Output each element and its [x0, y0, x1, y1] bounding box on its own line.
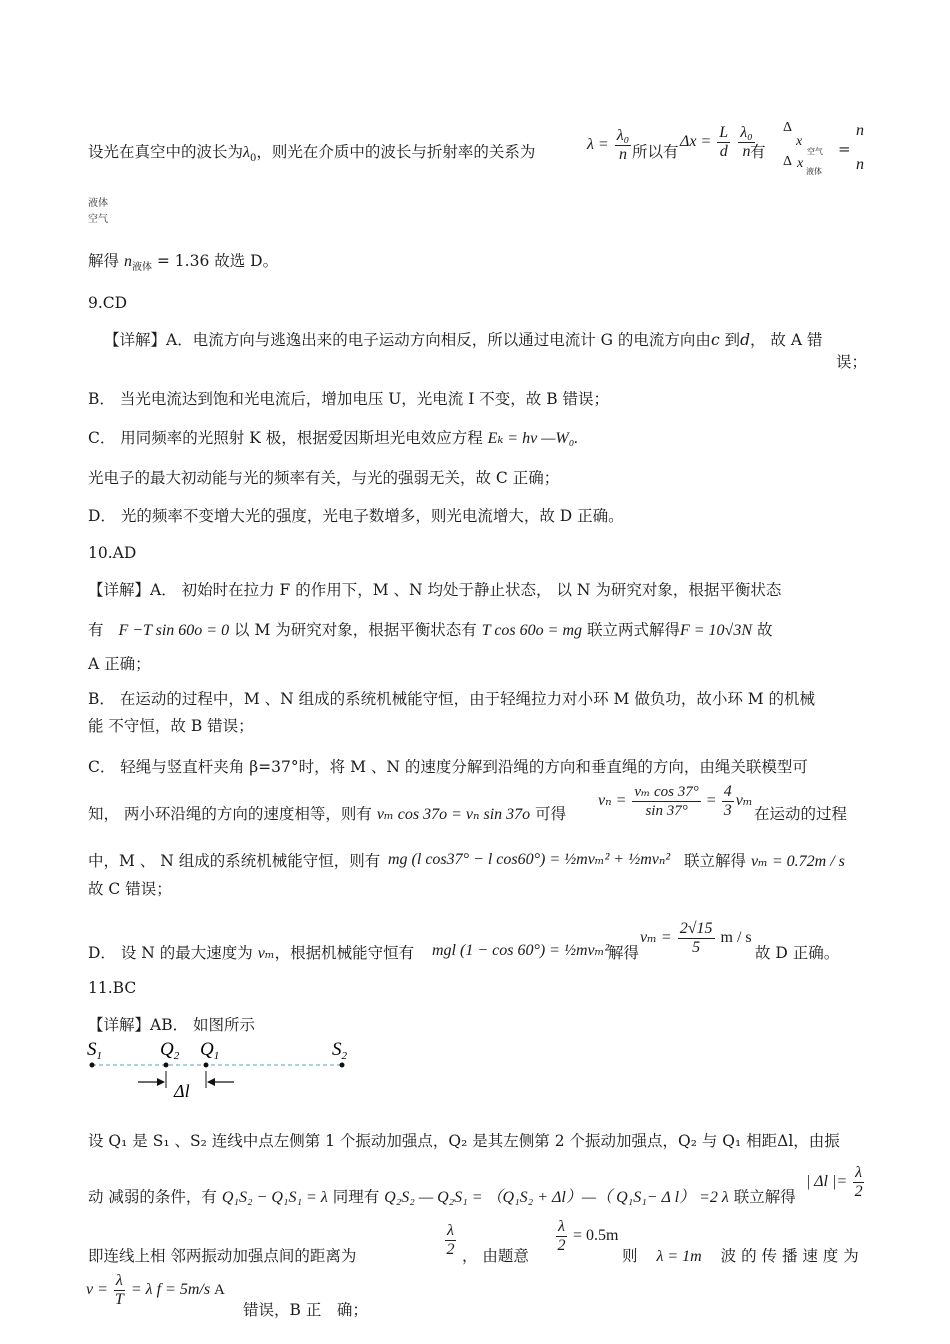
- formula: Q₁S₂ − Q₁S₁ = λ: [221, 1189, 328, 1206]
- text: 波 的 传 播 速 度 为: [720, 1247, 859, 1265]
- numerator: λ: [115, 1272, 123, 1289]
- formula-right: vₘ: [735, 792, 753, 810]
- lambda0: λ: [243, 144, 250, 161]
- text: = 1.36 故选 D。: [151, 252, 279, 270]
- n-top: n: [856, 122, 864, 139]
- text: 同理有: [332, 1188, 380, 1206]
- label-s1: $S_1$: [87, 1039, 102, 1062]
- denominator: 3: [723, 802, 732, 819]
- q9-c2: 光电子的最大初动能与光的频率有关，与光的强弱无关，故 C 正确；: [88, 469, 560, 487]
- formula: vₘ cos 37o = vₙ sin 37o: [376, 806, 531, 823]
- denominator: 2: [854, 1183, 863, 1200]
- formula-energy: mg (l cos37° − l cos60°) = ½mvₘ² + ½mvₙ²: [388, 851, 671, 868]
- q9-answer: 9.CD: [88, 294, 128, 312]
- q10-a1: 【详解】A． 初始时在拉力 F 的作用下，M 、N 均处于静止状态， 以 N 为研究对象，根据平衡状态: [88, 581, 782, 599]
- q10-c3: [88, 851, 380, 871]
- text: 【详解】A．电流方向与逃逸出来的电子运动方向相反，所以通过电流计 G 的电流方向由: [104, 331, 711, 349]
- numerator: λ: [447, 1222, 454, 1239]
- arrow-right-head: [207, 1078, 215, 1086]
- formula-max-energy: mgl (1 − cos 60°) = ½mvₘ²: [432, 942, 610, 959]
- numerator: L: [719, 124, 729, 141]
- label-s2: $S_2$: [332, 1039, 347, 1062]
- text: 联立解得: [684, 852, 747, 870]
- c: c: [710, 331, 720, 349]
- q11-ab: 【详解】AB． 如图所示: [88, 1016, 256, 1034]
- formula: Eₖ = hν —W₀.: [487, 430, 579, 447]
- text: 中，M 、 N 组成的系统机械能守恒，则有: [88, 852, 381, 870]
- text: 设光在真空中的波长为: [88, 143, 244, 161]
- formula-right: = 0.5m: [572, 1227, 619, 1245]
- text: D． 设 N 的最大速度为: [88, 944, 253, 962]
- q11-p2: [88, 1187, 796, 1208]
- text: ， 故 A 错: [750, 331, 823, 349]
- point-q1: [204, 1063, 209, 1068]
- formula-half-lambda-value: [554, 1218, 618, 1255]
- q11-p3-tail: [622, 1246, 859, 1267]
- text: 动 减弱的条件，有: [88, 1188, 217, 1206]
- formula-left: λ =: [587, 136, 609, 154]
- q10-b2: 能 不守恒，故 B 错误；: [88, 717, 254, 735]
- formula-dx: [680, 124, 757, 161]
- denominator: d: [719, 143, 728, 160]
- formula-left: vₙ =: [598, 792, 627, 810]
- equals: =: [706, 792, 716, 810]
- formula-lambda: [587, 127, 633, 164]
- q10-d-solve: 解得: [608, 944, 640, 962]
- fraction: [556, 1218, 567, 1255]
- unit: m / s: [720, 929, 752, 947]
- point-s1: [90, 1063, 95, 1068]
- formula-vn: [598, 783, 753, 820]
- point-q2: [164, 1063, 169, 1068]
- text: ，根据机械能守恒有: [274, 944, 415, 962]
- formula-half-lambda: [443, 1222, 458, 1259]
- q9-a-line1: [104, 330, 822, 350]
- numerator: λ: [855, 1164, 863, 1181]
- q10-c4: 故 C 错误；: [88, 880, 172, 898]
- text-so: [632, 142, 679, 162]
- line-wavelength: [88, 142, 535, 169]
- formula-vm-result: [640, 920, 752, 957]
- formula: λ = 1m: [656, 1248, 702, 1265]
- line-solve: [88, 251, 278, 278]
- numerator: λ₀: [616, 127, 630, 144]
- text: 解得: [88, 252, 120, 270]
- text: ，则光在介质中的波长与折射率的关系为: [256, 143, 536, 161]
- arrow-left-head: [157, 1078, 165, 1086]
- x-bottom: x: [797, 156, 804, 171]
- text-have: [750, 142, 766, 162]
- numerator: λ₀: [740, 124, 753, 141]
- denominator: n: [742, 143, 751, 160]
- d: d: [740, 331, 750, 349]
- formula: T cos 60o = mg: [481, 622, 583, 639]
- q10-d: [88, 943, 414, 964]
- formula-velocity: [86, 1272, 225, 1309]
- denominator: 2: [446, 1241, 455, 1258]
- sub-top: 空气: [807, 147, 823, 156]
- sub: 液体: [131, 262, 152, 274]
- wave-figure: [84, 1036, 364, 1102]
- label-dl: Δl: [174, 1081, 190, 1101]
- formula-left: Δx =: [680, 133, 712, 151]
- delta-bottom: Δ: [783, 154, 793, 169]
- q11-p3-mid: ， 由题意: [462, 1247, 529, 1265]
- formula-right: = λ f = 5m/s: [130, 1281, 211, 1299]
- q11-p3: [88, 1246, 356, 1266]
- formula: F −T sin 60o = 0: [118, 622, 230, 639]
- fraction: [632, 783, 700, 820]
- q11-p1: 设 Q₁ 是 S₁ 、S₂ 连线中点左侧第 1 个振动加强点，Q₂ 是其左侧第 2 个振动加强点，Q₂ 与 Q₁ 相距Δl，由振: [88, 1132, 840, 1150]
- fraction: [853, 1164, 864, 1201]
- sub-bottom: 液体: [806, 167, 822, 176]
- denominator: 2: [557, 1237, 566, 1254]
- formula-left: | Δl |=: [806, 1173, 848, 1191]
- text: 联立解得: [733, 1188, 796, 1206]
- denominator: n: [618, 146, 627, 163]
- fraction: [114, 1272, 125, 1309]
- numerator: λ: [558, 1218, 565, 1235]
- text: 则: [622, 1247, 638, 1265]
- text: 知， 两小环沿绳的方向的速度相等，则有: [88, 805, 372, 823]
- q10-answer: 10.AD: [88, 544, 137, 562]
- label-q1: $Q_1$: [200, 1039, 220, 1062]
- formula: Q₂S₂ — Q₂S₁ = （Q₁S₂ + Δl）—（ Q₁S₁− Δ l） =2 λ: [384, 1189, 729, 1206]
- q10-c2: [88, 804, 566, 825]
- q11-answer: 11.BC: [88, 979, 137, 997]
- denominator: sin 37°: [645, 803, 688, 819]
- q10-c1: C． 轻绳与竖直杆夹角 β=37°时，将 M 、N 的速度分解到沿绳的方向和垂直绳的方向，由绳关联模型可: [88, 758, 808, 776]
- fraction: [678, 920, 715, 957]
- denominator: T: [114, 1291, 124, 1308]
- denominator: 5: [692, 939, 701, 956]
- lambda0-sub: 0: [249, 153, 257, 165]
- text: 即连线上相 邻两振动加强点间的距离为: [88, 1247, 357, 1265]
- q9-b: B． 当光电流达到饱和光电流后，增加电压 U，光电流 I 不变，故 B 错误；: [88, 390, 610, 408]
- q10-c2-end: 在运动的过程: [754, 805, 848, 823]
- fraction: [615, 127, 632, 164]
- point-s2: [340, 1063, 345, 1068]
- formula: F = 10√3N: [679, 622, 752, 639]
- text: 有: [88, 621, 104, 639]
- numerator: 2√15: [679, 920, 713, 937]
- sub-liquid: 液体: [88, 198, 108, 209]
- formula-left: v =: [86, 1281, 108, 1299]
- text: 联立两式解得: [586, 621, 680, 639]
- formula-dl-result: [806, 1164, 866, 1201]
- n-bottom: n: [856, 156, 864, 173]
- fraction: [445, 1222, 456, 1259]
- q10-a2: [88, 620, 772, 641]
- q11-p4-end: 错误，B 正 确；: [243, 1301, 368, 1319]
- q9-c: [88, 428, 578, 449]
- delta-top: Δ: [783, 120, 793, 135]
- q10-c3-tail: [684, 851, 845, 872]
- label-q2: $Q_2$: [160, 1039, 180, 1062]
- formula: vₘ = 0.72m / s: [750, 853, 845, 870]
- q9-d: D． 光的频率不变增大光的强度，光电子数增多，则光电流增大，故 D 正确。: [88, 507, 624, 525]
- text: C． 用同频率的光照射 K 极，根据爱因斯坦光电效应方程: [88, 429, 483, 447]
- vm: vₘ: [257, 945, 275, 962]
- equals: =: [838, 140, 851, 158]
- q9-a-line2: 误；: [836, 353, 868, 371]
- q10-a3: A 正确；: [88, 655, 151, 673]
- formula-left: vₘ =: [640, 929, 672, 947]
- numerator: 4: [723, 783, 732, 800]
- text: 所以有: [632, 143, 679, 161]
- text: 以 M 为研究对象，根据平衡状态有: [234, 621, 477, 639]
- option-a: A: [214, 1282, 225, 1299]
- text: 有: [750, 143, 766, 161]
- n: n: [123, 253, 132, 270]
- x-top: x: [796, 134, 803, 149]
- fraction: [722, 783, 734, 820]
- text: 故: [756, 621, 773, 639]
- q10-d-end: 故 D 正确。: [755, 944, 840, 962]
- fraction: [717, 124, 730, 161]
- text: 到: [719, 331, 741, 349]
- q10-b1: B． 在运动的过程中，M 、N 组成的系统机械能守恒，由于轻绳拉力对小环 M 做负功，故小环 M 的机械: [88, 690, 816, 708]
- sub-air: 空气: [88, 214, 108, 225]
- text: 可得: [535, 805, 567, 823]
- numerator: vₘ cos 37°: [634, 784, 699, 800]
